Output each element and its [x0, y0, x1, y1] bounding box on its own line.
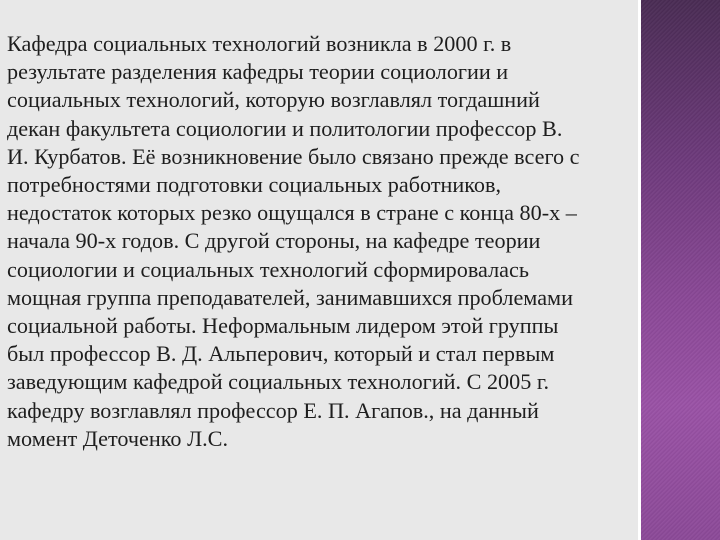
slide-body-text: Кафедра социальных технологий возникла в 2000 г. в результате разделения кафедры теории социологии и социальных технологий, которую возглавлял тогдашний декан факультета социологии и политологии профессор В. И. Курбатов. Её возникновение было связано прежде всего с потребностями подготовки социальных работников, недостаток которых резко ощущался в стране с конца 80-х – начала 90-х годов. С другой стороны, на кафедре теории социологии и социальных технологий сформировалась мощная группа преподавателей, занимавшихся проблемами социальной работы. Неформальным лидером этой группы был профессор В. Д. Альперович, который и стал первым заведующим кафедрой социальных технологий. С 2005 г. кафедру возглавлял профессор Е. П. Агапов., на данный момент Деточенко Л.С. [7, 31, 580, 451]
decorative-side-panel [641, 0, 720, 540]
